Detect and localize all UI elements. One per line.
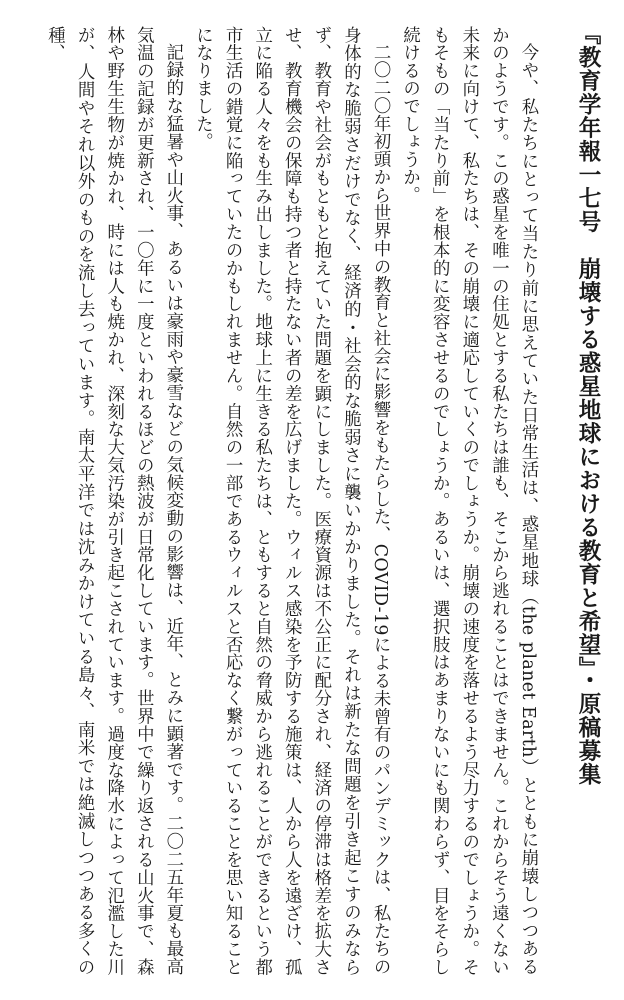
document-title: 『教育学年報一七号 崩壊する惑星地球における教育と希望』・原稿募集 <box>575 22 601 787</box>
paragraph-2: 二〇二〇年初頭から世界中の教育と社会に影響をもたらした、COVID-19による未曾有のパンデミックは、私たちの身体的な脆弱さだけでなく、経済的・社会的な脆弱さに襲いかかりました。それは新たな問題を引き起こすのみならず、教育や社会がもともと抱えていた問題を顕にしました。医療資源は不公正に配分され、経済の停滞は格差を拡大させ、教育機会の保障も持つ者と持たない者の差を広げました。ウィルス感染を予防する施策は、人から人を遠ざけ、孤立に陥る人々をも生み出しました。地球上に生きる私たちは、ともすると自然の脅威から逃れることができるという都市生活の錯覚に陥っていたのかもしれません。自然の一部であるウィルスと否応なく繋がっていることを思い知ることになりました。 <box>192 26 391 976</box>
document-body <box>12 26 542 976</box>
paragraph-3: 記録的な猛暑や山火事、あるいは豪雨や豪雪などの気候変動の影響は、近年、とみに顕著です。二〇二五年夏も最高気温の記録が更新され、一〇年に一度といわれるほどの熱波が日常化しています。世界中で繰り返される山火事で、森林や野生生物が焼かれ、時には人も焼かれ、深刻な大気汚染が引き起こされています。過度な降水によって氾濫した川が、人間やそれ以外のものを流し去っています。南太平洋では沈みかけている島々、南米では絶滅しつつある多くの種、 <box>44 26 183 976</box>
paragraph-1: 今や、私たちにとって当たり前に思えていた日常生活は、惑星地球（the planet Earth）とともに崩壊しつつあるかのようです。この惑星を唯一の住処とする私たちは誰も、そこから逃れることはできません。これからそう遠くない未来に向けて、私たちは、その崩壊に適応していくのでしょうか。崩壊の速度を落せるよう尽力するのでしょうか。そもそもの「当たり前」を根本的に変容させるのでしょうか。あるいは、選択肢はあまりないにも関わらず、目をそらし続けるのでしょうか。 <box>399 26 538 976</box>
